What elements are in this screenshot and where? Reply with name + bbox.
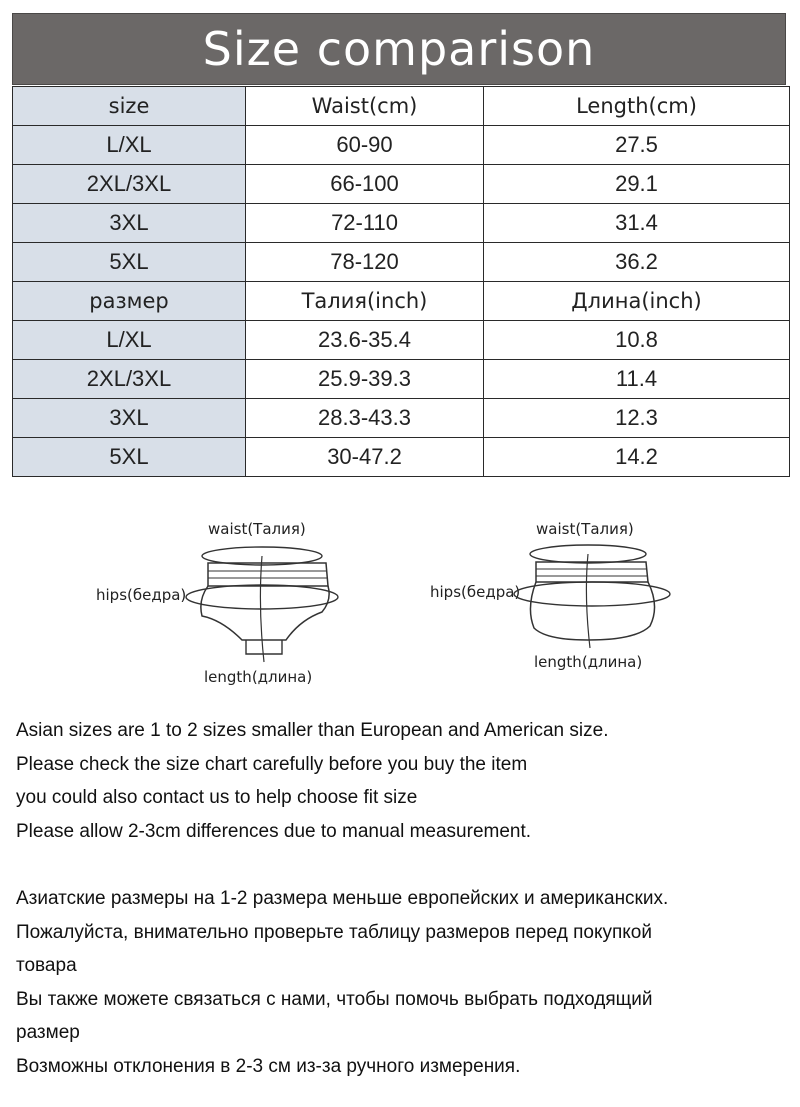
size-cell: 2XL/3XL xyxy=(13,360,246,399)
waist-label: waist(Талия) xyxy=(208,520,306,538)
note-line: товара xyxy=(16,955,77,976)
waist-cell: 78-120 xyxy=(246,243,484,282)
note-line: Please check the size chart carefully before you buy the item xyxy=(16,753,528,775)
length-cell: 31.4 xyxy=(484,204,790,243)
note-line: Asian sizes are 1 to 2 sizes smaller than European and American size. xyxy=(16,720,609,741)
english-notes xyxy=(16,714,786,848)
note-line: Пожалуйста, внимательно проверьте таблицу размеров перед покупкой xyxy=(16,921,652,943)
table-row xyxy=(13,165,790,204)
waist-cell: 72-110 xyxy=(246,204,484,243)
waist-cell: Waist(cm) xyxy=(246,87,484,126)
table-header-row xyxy=(13,282,790,321)
table-row xyxy=(13,243,790,282)
size-table xyxy=(12,86,790,477)
note-line: Please allow 2-3cm differences due to manual measurement. xyxy=(16,820,532,842)
table-row xyxy=(13,360,790,399)
note-line: Возможны отклонения в 2-3 см из-за ручного измерения. xyxy=(16,1055,521,1077)
note-line: you could also contact us to help choose fit size xyxy=(16,787,418,808)
title-bar xyxy=(12,13,786,85)
table-row xyxy=(13,126,790,165)
waist-cell: 60-90 xyxy=(246,126,484,165)
table-row xyxy=(13,204,790,243)
size-cell: L/XL xyxy=(13,321,246,360)
table-row xyxy=(13,399,790,438)
length-label: length(длина) xyxy=(534,653,643,671)
length-cell: Length(cm) xyxy=(484,87,790,126)
waist-cell: 25.9-39.3 xyxy=(246,360,484,399)
length-label: length(длина) xyxy=(204,668,313,686)
note-line: размер xyxy=(16,1022,80,1043)
size-cell: 5XL xyxy=(13,438,246,477)
size-cell: 3XL xyxy=(13,399,246,438)
size-cell: 5XL xyxy=(13,243,246,282)
waist-label: waist(Талия) xyxy=(536,520,634,538)
hips-label: hips(бедра) xyxy=(96,586,187,604)
waist-cell: 30-47.2 xyxy=(246,438,484,477)
size-cell: 3XL xyxy=(13,204,246,243)
briefs-diagram xyxy=(90,516,350,696)
length-cell: 29.1 xyxy=(484,165,790,204)
boyshorts-illustration xyxy=(428,516,688,696)
waist-cell: 66-100 xyxy=(246,165,484,204)
note-line: Азиатские размеры на 1-2 размера меньше европейских и американских. xyxy=(16,888,669,909)
length-cell: 12.3 xyxy=(484,399,790,438)
table-header-row xyxy=(13,87,790,126)
size-table-body xyxy=(13,87,790,477)
length-cell: 36.2 xyxy=(484,243,790,282)
size-cell: size xyxy=(13,87,246,126)
size-cell: размер xyxy=(13,282,246,321)
table-row xyxy=(13,321,790,360)
waist-cell: 28.3-43.3 xyxy=(246,399,484,438)
briefs-illustration xyxy=(90,516,350,696)
size-cell: L/XL xyxy=(13,126,246,165)
length-cell: 27.5 xyxy=(484,126,790,165)
size-cell: 2XL/3XL xyxy=(13,165,246,204)
length-cell: 14.2 xyxy=(484,438,790,477)
length-cell: 11.4 xyxy=(484,360,790,399)
russian-notes xyxy=(16,882,786,1083)
boyshorts-diagram xyxy=(428,516,688,696)
length-cell: Длина(inch) xyxy=(484,282,790,321)
waist-cell: Талия(inch) xyxy=(246,282,484,321)
table-row xyxy=(13,438,790,477)
page-title: Size comparison xyxy=(202,22,596,76)
note-line: Вы также можете связаться с нами, чтобы помочь выбрать подходящий xyxy=(16,988,653,1010)
hips-label: hips(бедра) xyxy=(430,583,521,601)
length-cell: 10.8 xyxy=(484,321,790,360)
waist-cell: 23.6-35.4 xyxy=(246,321,484,360)
